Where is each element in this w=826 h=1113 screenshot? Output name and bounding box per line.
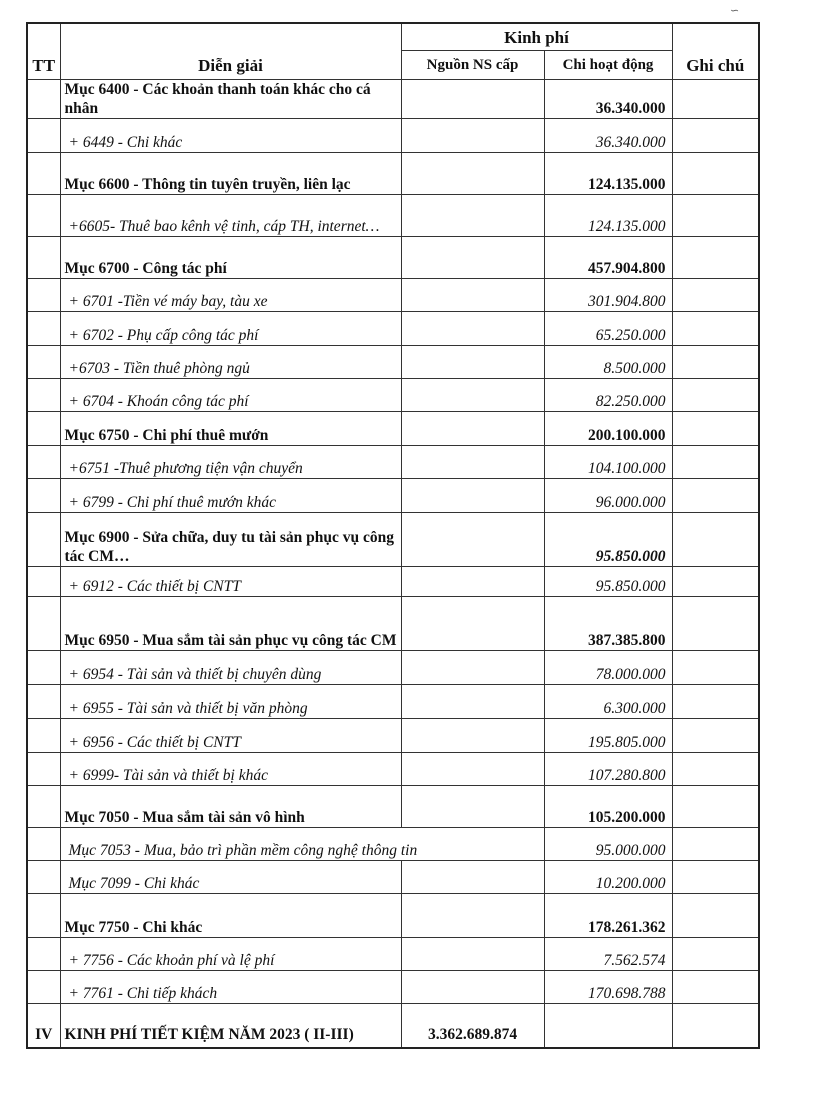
ghi-chu-cell	[672, 753, 759, 786]
item-row	[27, 719, 759, 753]
tt-cell	[27, 119, 60, 153]
ghi-chu-cell	[672, 446, 759, 479]
nguon-ns-cell	[401, 938, 544, 971]
item-row	[27, 971, 759, 1004]
section-description: Mục 7750 - Chi khác	[60, 894, 401, 938]
tt-cell	[27, 719, 60, 753]
header-nguon-ns: Nguồn NS cấp	[401, 51, 544, 80]
section-row	[27, 894, 759, 938]
section-amount: 178.261.362	[544, 894, 672, 938]
item-description: Mục 7053 - Mua, bảo trì phần mềm công nghệ thông tin	[60, 828, 544, 861]
item-row	[27, 828, 759, 861]
item-amount: 104.100.000	[544, 446, 672, 479]
tt-cell	[27, 753, 60, 786]
section-description: Mục 6400 - Các khoản thanh toán khác cho cá nhân	[60, 80, 401, 119]
nguon-ns-cell	[401, 279, 544, 312]
section-amount: 200.100.000	[544, 412, 672, 446]
section-amount: 36.340.000	[544, 80, 672, 119]
tt-cell	[27, 80, 60, 119]
tt-cell	[27, 446, 60, 479]
ghi-chu-cell	[672, 195, 759, 237]
nguon-ns-cell	[401, 312, 544, 346]
section-description: Mục 6950 - Mua sắm tài sản phục vụ công tác CM	[60, 597, 401, 651]
ghi-chu-cell	[672, 597, 759, 651]
section-amount: 457.904.800	[544, 237, 672, 279]
nguon-ns-cell	[401, 195, 544, 237]
item-description: + 6955 - Tài sản và thiết bị văn phòng	[60, 685, 401, 719]
ghi-chu-cell	[672, 685, 759, 719]
item-amount: 195.805.000	[544, 719, 672, 753]
item-amount: 107.280.800	[544, 753, 672, 786]
header-dien-giai: Diễn giải	[60, 23, 401, 80]
tt-cell	[27, 479, 60, 513]
section-row	[27, 786, 759, 828]
item-row	[27, 279, 759, 312]
total-ghi-chu	[672, 1004, 759, 1049]
nguon-ns-cell	[401, 237, 544, 279]
nguon-ns-cell	[401, 412, 544, 446]
total-row	[27, 1004, 759, 1049]
total-chi-hoat-dong	[544, 1004, 672, 1049]
ghi-chu-cell	[672, 279, 759, 312]
ghi-chu-cell	[672, 153, 759, 195]
scan-mark: ∽	[730, 5, 740, 17]
item-description: + 7756 - Các khoản phí và lệ phí	[60, 938, 401, 971]
nguon-ns-cell	[401, 786, 544, 828]
ghi-chu-cell	[672, 894, 759, 938]
nguon-ns-cell	[401, 894, 544, 938]
nguon-ns-cell	[401, 861, 544, 894]
item-row	[27, 479, 759, 513]
tt-cell	[27, 685, 60, 719]
budget-table	[26, 22, 760, 1049]
nguon-ns-cell	[401, 719, 544, 753]
nguon-ns-cell	[401, 597, 544, 651]
tt-cell	[27, 237, 60, 279]
item-amount: 95.000.000	[544, 828, 672, 861]
tt-cell	[27, 938, 60, 971]
tt-cell	[27, 312, 60, 346]
item-amount: 124.135.000	[544, 195, 672, 237]
ghi-chu-cell	[672, 513, 759, 567]
item-row	[27, 312, 759, 346]
item-description: + 6701 -Tiền vé máy bay, tàu xe	[60, 279, 401, 312]
section-description: Mục 6600 - Thông tin tuyên truyền, liên lạc	[60, 153, 401, 195]
ghi-chu-cell	[672, 379, 759, 412]
nguon-ns-cell	[401, 971, 544, 1004]
nguon-ns-cell	[401, 379, 544, 412]
item-amount: 8.500.000	[544, 346, 672, 379]
section-description: Mục 7050 - Mua sắm tài sản vô hình	[60, 786, 401, 828]
item-description: + 6449 - Chi khác	[60, 119, 401, 153]
item-row	[27, 651, 759, 685]
budget-page	[26, 22, 758, 1049]
ghi-chu-cell	[672, 412, 759, 446]
ghi-chu-cell	[672, 346, 759, 379]
item-amount: 96.000.000	[544, 479, 672, 513]
tt-cell	[27, 597, 60, 651]
item-amount: 6.300.000	[544, 685, 672, 719]
item-amount: 170.698.788	[544, 971, 672, 1004]
total-desc: KINH PHÍ TIẾT KIỆM NĂM 2023 ( II-III)	[60, 1004, 401, 1049]
ghi-chu-cell	[672, 567, 759, 597]
nguon-ns-cell	[401, 567, 544, 597]
item-description: Mục 7099 - Chi khác	[60, 861, 401, 894]
section-description: Mục 6700 - Công tác phí	[60, 237, 401, 279]
nguon-ns-cell	[401, 753, 544, 786]
item-amount: 10.200.000	[544, 861, 672, 894]
ghi-chu-cell	[672, 312, 759, 346]
tt-cell	[27, 513, 60, 567]
nguon-ns-cell	[401, 651, 544, 685]
ghi-chu-cell	[672, 719, 759, 753]
item-row	[27, 446, 759, 479]
section-amount: 124.135.000	[544, 153, 672, 195]
tt-cell	[27, 861, 60, 894]
item-description: + 6799 - Chi phí thuê mướn khác	[60, 479, 401, 513]
section-row	[27, 597, 759, 651]
tt-cell	[27, 651, 60, 685]
item-description: + 6999- Tài sản và thiết bị khác	[60, 753, 401, 786]
item-amount: 78.000.000	[544, 651, 672, 685]
item-description: + 6912 - Các thiết bị CNTT	[60, 567, 401, 597]
nguon-ns-cell	[401, 119, 544, 153]
table-body	[27, 80, 759, 1004]
section-row	[27, 412, 759, 446]
tt-cell	[27, 786, 60, 828]
nguon-ns-cell	[401, 685, 544, 719]
section-row	[27, 80, 759, 119]
item-description: +6605- Thuê bao kênh vệ tinh, cáp TH, internet…	[60, 195, 401, 237]
item-row	[27, 753, 759, 786]
tt-cell	[27, 379, 60, 412]
tt-cell	[27, 195, 60, 237]
item-amount: 65.250.000	[544, 312, 672, 346]
section-row	[27, 513, 759, 567]
nguon-ns-cell	[401, 446, 544, 479]
item-amount: 82.250.000	[544, 379, 672, 412]
ghi-chu-cell	[672, 938, 759, 971]
total-tt: IV	[27, 1004, 60, 1049]
header-kinh-phi: Kinh phí	[401, 23, 672, 51]
header-ghi-chu: Ghi chú	[672, 23, 759, 80]
ghi-chu-cell	[672, 237, 759, 279]
section-row	[27, 237, 759, 279]
tt-cell	[27, 412, 60, 446]
section-amount: 105.200.000	[544, 786, 672, 828]
tt-cell	[27, 346, 60, 379]
item-row	[27, 567, 759, 597]
tt-cell	[27, 567, 60, 597]
item-amount: 7.562.574	[544, 938, 672, 971]
nguon-ns-cell	[401, 153, 544, 195]
ghi-chu-cell	[672, 971, 759, 1004]
ghi-chu-cell	[672, 651, 759, 685]
nguon-ns-cell	[401, 80, 544, 119]
nguon-ns-cell	[401, 346, 544, 379]
ghi-chu-cell	[672, 119, 759, 153]
nguon-ns-cell	[401, 513, 544, 567]
section-amount: 95.850.000	[544, 513, 672, 567]
section-description: Mục 6900 - Sửa chữa, duy tu tài sản phục vụ công tác CM…	[60, 513, 401, 567]
ghi-chu-cell	[672, 786, 759, 828]
item-description: +6751 -Thuê phương tiện vận chuyển	[60, 446, 401, 479]
ghi-chu-cell	[672, 828, 759, 861]
item-row	[27, 346, 759, 379]
item-amount: 95.850.000	[544, 567, 672, 597]
tt-cell	[27, 894, 60, 938]
item-row	[27, 195, 759, 237]
item-description: + 6704 - Khoán công tác phí	[60, 379, 401, 412]
item-description: +6703 - Tiền thuê phòng ngủ	[60, 346, 401, 379]
item-description: + 7761 - Chi tiếp khách	[60, 971, 401, 1004]
item-row	[27, 379, 759, 412]
item-row	[27, 861, 759, 894]
section-row	[27, 153, 759, 195]
tt-cell	[27, 828, 60, 861]
item-row	[27, 685, 759, 719]
item-amount: 36.340.000	[544, 119, 672, 153]
ghi-chu-cell	[672, 80, 759, 119]
ghi-chu-cell	[672, 861, 759, 894]
item-description: + 6956 - Các thiết bị CNTT	[60, 719, 401, 753]
section-description: Mục 6750 - Chi phí thuê mướn	[60, 412, 401, 446]
total-nguon-ns: 3.362.689.874	[401, 1004, 544, 1049]
item-row	[27, 119, 759, 153]
header-chi-hoat-dong: Chi hoạt động	[544, 51, 672, 80]
tt-cell	[27, 153, 60, 195]
tt-cell	[27, 279, 60, 312]
ghi-chu-cell	[672, 479, 759, 513]
tt-cell	[27, 971, 60, 1004]
section-amount: 387.385.800	[544, 597, 672, 651]
item-row	[27, 938, 759, 971]
header-tt: TT	[27, 23, 60, 80]
item-amount: 301.904.800	[544, 279, 672, 312]
item-description: + 6954 - Tài sản và thiết bị chuyên dùng	[60, 651, 401, 685]
item-description: + 6702 - Phụ cấp công tác phí	[60, 312, 401, 346]
nguon-ns-cell	[401, 479, 544, 513]
